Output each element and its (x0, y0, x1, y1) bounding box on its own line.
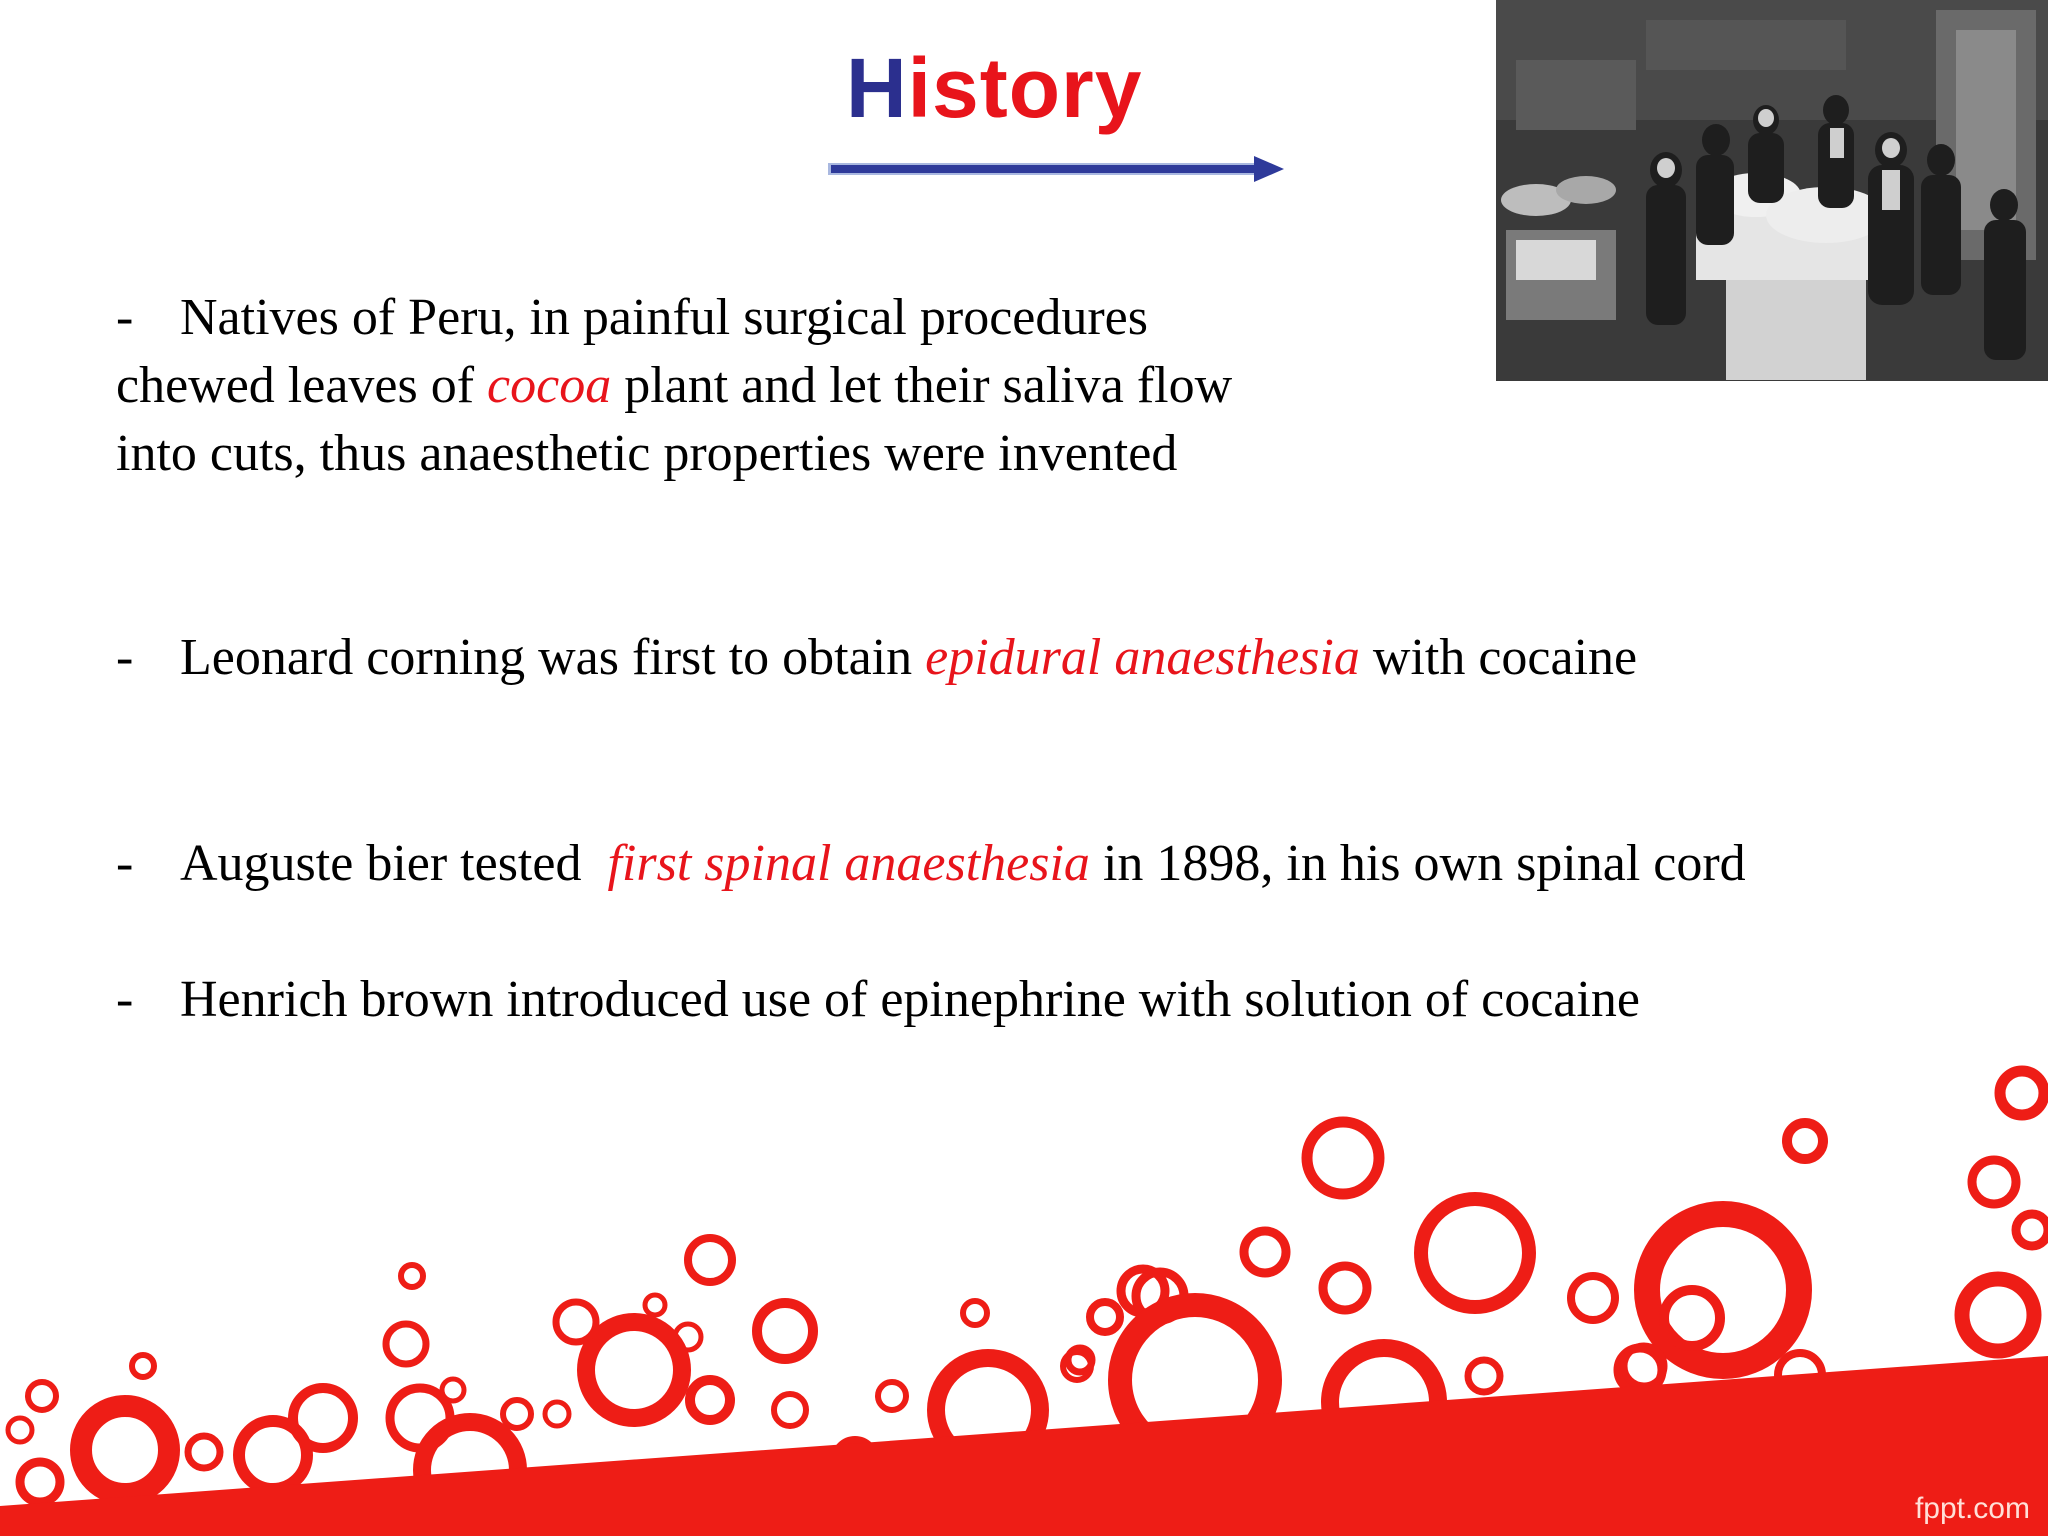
bullet-peru-line3: into cuts, thus anaesthetic properties were invented (116, 425, 1178, 482)
title-first-letter: H (846, 41, 908, 135)
footer-brand: fppt.com (1914, 1492, 2030, 1525)
bullet-dash: - (116, 289, 134, 346)
bullet-dash: - (116, 835, 134, 892)
bullet-corning-before: Leonard corning was first to obtain (180, 629, 926, 686)
bullet-bier-highlight: first spinal anaesthesia (607, 835, 1090, 892)
bullet-corning-highlight: epidural anaesthesia (925, 629, 1360, 686)
bullet-corning-after: with cocaine (1359, 629, 1638, 686)
bullet-bier-after: in 1898, in his own spinal cord (1089, 835, 1746, 892)
bullet-peru-highlight: cocoa (487, 357, 612, 414)
bullet-peru-line1: Natives of Peru, in painful surgical procedures (180, 289, 1148, 346)
bullet-dash: - (116, 629, 134, 686)
bullet-peru-line2-before: chewed leaves of (116, 357, 488, 414)
bullet-brown-text: Henrich brown introduced use of epinephrine with solution of cocaine (180, 971, 1640, 1028)
bullet-dash: - (116, 971, 134, 1028)
title-rest: istory (907, 41, 1143, 135)
bullet-peru-line2-after: plant and let their saliva flow (611, 357, 1233, 414)
bullet-bier-before: Auguste bier tested (180, 835, 608, 892)
